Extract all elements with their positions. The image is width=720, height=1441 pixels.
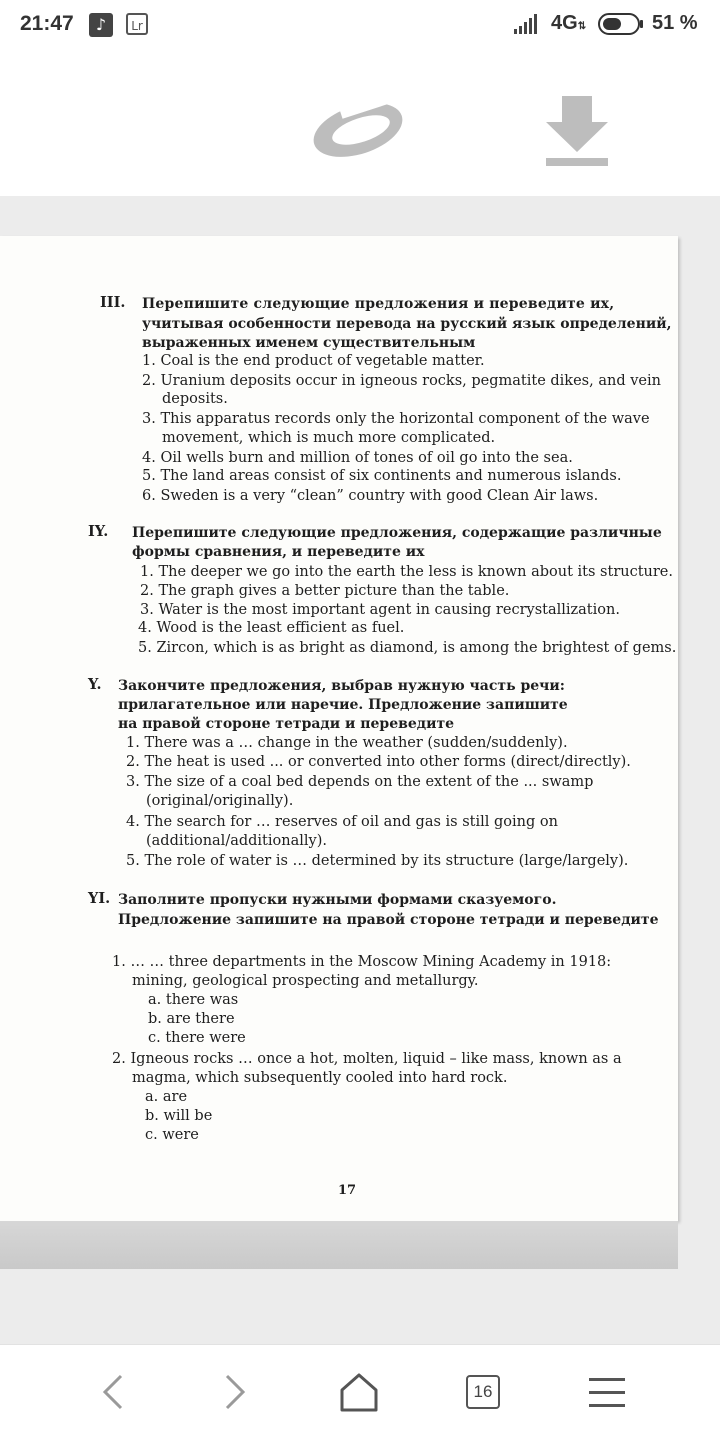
battery-icon — [598, 13, 644, 35]
section-number: III. — [100, 294, 126, 311]
list-item: 3. Water is the most important agent in causing recrystallization. — [140, 602, 620, 618]
section-heading: формы сравнения, и переведите их — [132, 544, 425, 560]
answer-option: c. there were — [148, 1030, 246, 1046]
status-bar — [0, 0, 720, 50]
list-item: 2. The graph gives a better picture than the table. — [140, 583, 510, 599]
music-notification-icon: ♪ — [89, 13, 113, 37]
question-text: magma, which subsequently cooled into hard rock. — [132, 1070, 508, 1086]
document-page — [0, 236, 678, 1221]
section-heading: Предложение запишите на правой стороне тетради и переведите — [118, 912, 659, 928]
question-text: 2. Igneous rocks … once a hot, molten, liquid – like mass, known as a — [112, 1051, 622, 1067]
section-heading: Перепишите следующие предложения и переведите их, — [142, 296, 615, 312]
section-number: IY. — [88, 523, 109, 540]
list-item-cont: (original/originally). — [146, 793, 294, 809]
forward-button[interactable] — [210, 1367, 260, 1417]
section-heading: прилагательное или наречие. Предложение запишите — [118, 697, 568, 713]
battery-percent: 51 % — [652, 12, 698, 34]
list-item: 4. The search for … reserves of oil and gas is still going on — [126, 814, 558, 830]
section-number: YI. — [88, 890, 111, 907]
list-item: 4. Oil wells burn and million of tones of oil go into the sea. — [142, 450, 573, 466]
list-item: 5. The land areas consist of six continents and numerous islands. — [142, 468, 622, 484]
section-number: Y. — [88, 676, 102, 693]
answer-option: b. will be — [145, 1108, 213, 1124]
lightroom-notification-icon: Lr — [126, 13, 148, 35]
question-text: mining, geological prospecting and metallurgy. — [132, 973, 479, 989]
list-item-cont: movement, which is much more complicated. — [162, 430, 496, 446]
list-item: 3. The size of a coal bed depends on the extent of the ... swamp — [126, 774, 594, 790]
home-button[interactable] — [334, 1367, 384, 1417]
section-heading: на правой стороне тетради и переведите — [118, 716, 455, 732]
back-button[interactable] — [88, 1367, 138, 1417]
list-item: 6. Sweden is a very “clean” country with good Clean Air laws. — [142, 488, 599, 504]
section-heading: Заполните пропуски нужными формами сказуемого. — [118, 892, 557, 908]
top-toolbar — [0, 50, 720, 196]
home-icon — [339, 1372, 379, 1412]
answer-option: a. are — [145, 1089, 188, 1105]
section-heading: выраженных именем существительным — [142, 335, 476, 351]
network-type — [551, 12, 586, 35]
list-item: 5. Zircon, which is as bright as diamond, is among the brightest of gems. — [138, 640, 677, 656]
app-logo-icon[interactable] — [308, 90, 410, 162]
clock: 21:47 — [20, 12, 74, 35]
answer-option: a. there was — [148, 992, 239, 1008]
document-viewer[interactable] — [0, 196, 720, 1344]
list-item: 2. Uranium deposits occur in igneous rocks, pegmatite dikes, and vein — [142, 373, 661, 389]
list-item: 1. The deeper we go into the earth the less is known about its structure. — [140, 564, 674, 580]
back-icon — [99, 1372, 127, 1412]
page-number: 17 — [338, 1183, 357, 1198]
bottom-navigation — [0, 1344, 720, 1441]
list-item: 5. The role of water is … determined by its structure (large/largely). — [126, 853, 629, 869]
network-label: 4G — [551, 12, 578, 34]
signal-icon — [514, 14, 542, 34]
answer-option: c. were — [145, 1127, 199, 1143]
list-item: 1. There was a … change in the weather (sudden/suddenly). — [126, 735, 568, 751]
forward-icon — [221, 1372, 249, 1412]
tabs-count: 16 — [466, 1375, 500, 1409]
question-text: 1. … … three departments in the Moscow Mining Academy in 1918: — [112, 954, 612, 970]
list-item-cont: deposits. — [162, 391, 228, 407]
list-item: 3. This apparatus records only the horizontal component of the wave — [142, 411, 650, 427]
menu-icon — [587, 1374, 627, 1410]
list-item: 2. The heat is used ... or converted into other forms (direct/directly). — [126, 754, 631, 770]
list-item: 4. Wood is the least efficient as fuel. — [138, 620, 405, 636]
data-activity-icon: ⇅ — [577, 21, 587, 32]
list-item: 1. Coal is the end product of vegetable matter. — [142, 353, 485, 369]
page-edge — [0, 1221, 678, 1269]
tabs-button[interactable] — [458, 1367, 508, 1417]
list-item-cont: (additional/additionally). — [146, 833, 327, 849]
answer-option: b. are there — [148, 1011, 235, 1027]
section-heading: Закончите предложения, выбрав нужную часть речи: — [118, 678, 565, 694]
download-icon[interactable] — [542, 96, 612, 168]
section-heading: Перепишите следующие предложения, содержащие различные — [132, 525, 662, 541]
menu-button[interactable] — [582, 1367, 632, 1417]
section-heading: учитывая особенности перевода на русский язык определений, — [142, 316, 672, 332]
